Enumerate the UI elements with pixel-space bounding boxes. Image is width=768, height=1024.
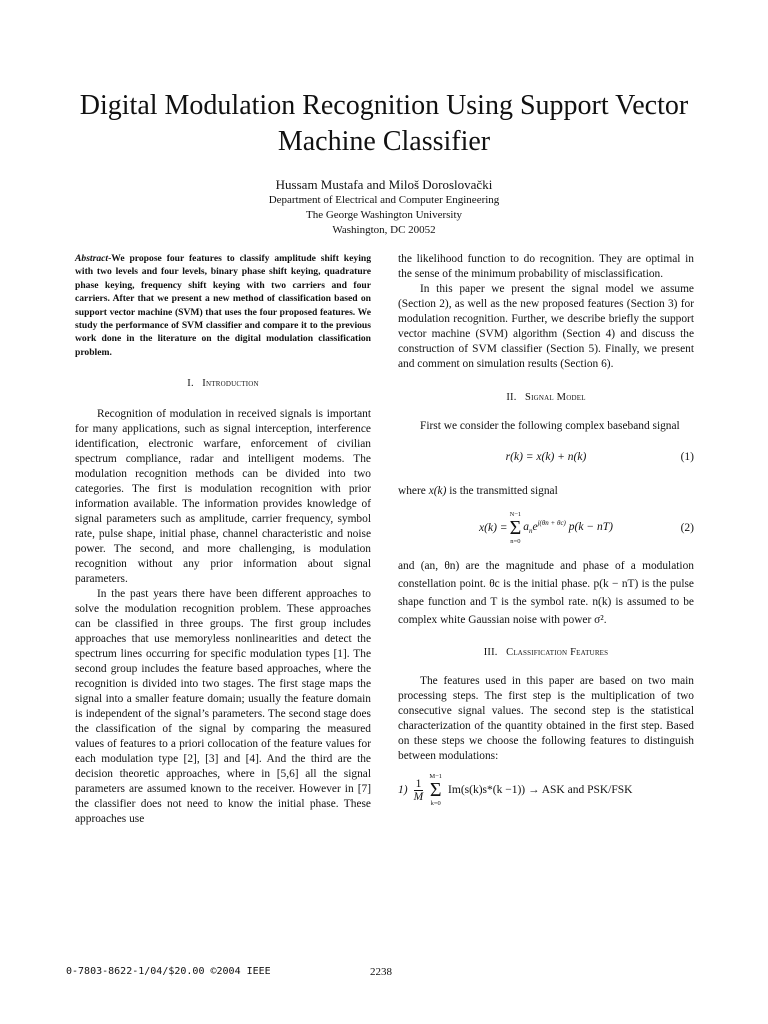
intro-paragraph-1: Recognition of modulation in received signals is important for many applications, such as signal interception, interference identification, electronic warfare, enforcement of civilian spectrum compliance, radar and intelligent modems. The modulation recognition methods can be divided into two categories. The first is modulation recognition with prior information available. The information provides knowledge of signal parameters such as amplitude, carrier frequency, symbol rate, pulse shape, initial phase, channel characteristic and noise power. The second, and more challenging, is modulation recognition without any prior information about signal parameters. [75,408,371,586]
sigma-glyph: Σ [509,517,522,539]
affiliation-department: Department of Electrical and Computer Engineering [268,194,500,206]
abstract-text: -We propose four features to classify amplitude shift keying with two levels and four levels, binary phase shift keying, quadrature phase keying, frequency shift keying with two carriers and four carriers. After that we present a new method of classification based on support vector machine (SVM) that uses the four proposed features. We study the performance of SVM classifier and compare it to the previous work done in the literature on the digital modulation classification problem. [75,253,371,358]
paper-authors: Hussam Mustafa and Miloš Doroslovački [275,177,493,192]
signal-model-paragraph-1: First we consider the following complex baseband signal [420,420,680,432]
feature-1-label: 1) [398,783,408,796]
section-title: Classification Features [506,647,609,658]
section-heading-intro [75,376,371,391]
intro-paragraph-2: In the past years there have been different approaches to solve the modulation recognition problem. These approaches can be classified in three groups. The first group includes approaches that use memoryless nonlinearities and detect the spectrum lines occurring for specific modulation types [1]. The second group includes the feature based approaches, where the recognition is divided into two stages. The first stage maps the signal into a smaller feature domain; usually the feature domain is independent of the signal’s parameters. The second stage does the classification of the signal by comparing the measured values of features to a priori collocation of the feature values for each modulation type [2], [3] and [4]. And the third are the decision theoretic approaches, where in [5,6] all the signal parameters are assumed known to the receiver. However in [7] the classifier does not need to know the initial phase. These approaches use [75,588,371,826]
equation-2-number: (2) [680,521,694,534]
sum-lower-limit: n=0 [510,538,521,545]
where-line [398,484,694,499]
affiliation-block [60,193,708,238]
right-column [398,252,694,808]
equation-2-body [479,510,613,546]
section-title: Introduction [202,378,259,390]
where-variable: x(k) [428,485,447,497]
abstract-label: Abstract [75,253,109,264]
feature-1-body: Im(s(k)s*(k −1)) → ASK and PSK/FSK [448,783,633,796]
signal-model-paragraph-2: and (an, θn) are the magnitude and phase of a modulation constellation point. θc is the initial phase. p(k − nT) is the pulse shape function and T is the symbol rate. n(k) is assumed to be complex white Gaussian noise with power σ². [398,560,694,626]
intro-paragraph-2-continued: the likelihood function to do recognition. They are optimal in the sense of the minimum probability of misclassification. [398,253,694,280]
intro-paragraph-3: In this paper we present the signal model we assume (Section 2), as well as the new proposed features (Section 3) for modulation recognition. Further, we describe briefly the support vector machine (SVM) algorithm (Section 4) and discuss the construction of SVM classifier (Section 5). Finally, we present and comment on simulation results (Section 6). [398,283,694,370]
summation-symbol: M−1 Σ k=0 [429,773,443,807]
section-title: Signal Model [525,392,586,403]
copyright-notice: 0-7803-8622-1/04/$20.00 ©2004 IEEE [66,966,271,977]
equation-1-body: r(k) = x(k) + n(k) [505,450,587,463]
page-number: 2238 [370,966,392,978]
where-suffix: is the transmitted signal [449,485,558,497]
where-prefix: where [398,485,426,497]
sum-upper-limit: N−1 [509,511,522,518]
summation-symbol [510,510,522,546]
section-number: I. [187,378,194,390]
feature-1 [398,772,694,808]
equation-1 [398,442,694,472]
section-heading-signal-model [398,390,694,405]
affiliation-university: The George Washington University [305,209,463,221]
section-number: III. [483,647,498,658]
left-column [75,252,371,827]
section-heading-features [398,645,694,660]
features-paragraph-1: The features used in this paper are based on two main processing steps. The first step is the multiplication of two consecutive signal values. The second step is the statistical characterization of the quantity obtained in the first step. Based on these steps we choose the following features to distinguish between modulations: [398,675,694,762]
equation-2-term: $a_ne^{j(\theta n + \theta c)}$ p(k − nT) [523,519,613,536]
equation-2 [398,507,694,549]
equation-1-number: (1) [680,450,694,463]
fraction: $\frac{1}{M}$ [413,777,424,803]
paper-title: Digital Modulation Recognition Using Support Vector Machine Classifier [79,90,689,157]
abstract [75,252,371,359]
affiliation-address: Washington, DC 20052 [332,224,436,236]
section-number: II. [506,392,517,403]
equation-2-lhs: x(k) = [479,521,508,534]
